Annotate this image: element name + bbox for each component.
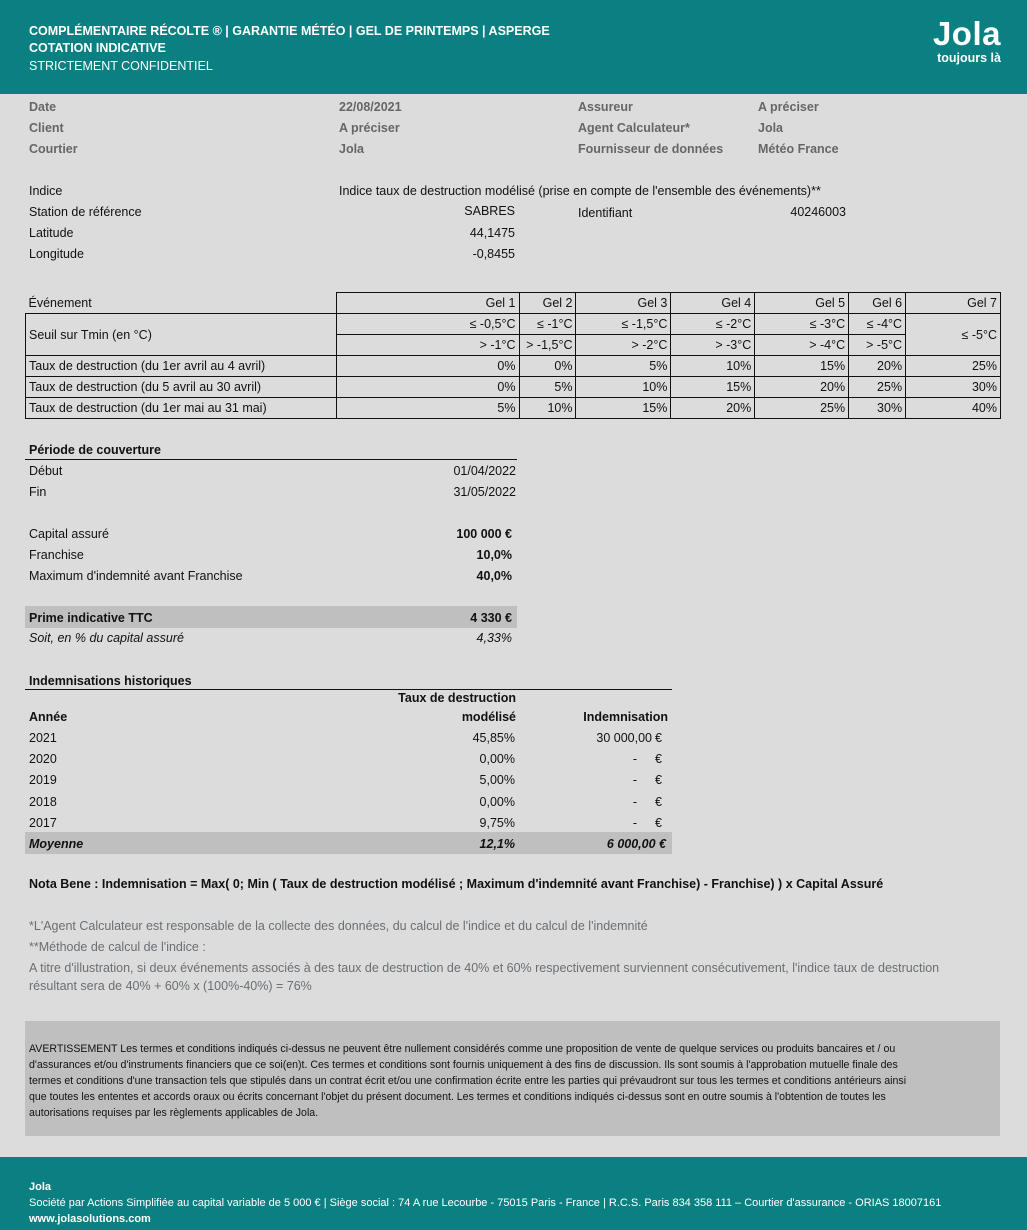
footer-legal: Société par Actions Simplifiée au capital variable de 5 000 € | Siège social : 74 A rue Lecourbe - 75015 Paris - France | R.C.S. Paris 834 358 111 – Courtier d'assurance - ORIAS 18007161 xyxy=(29,1197,942,1209)
logo-tagline: toujours là xyxy=(937,51,1001,65)
col-taux-line2: modélisé xyxy=(461,710,516,724)
latitude-label: Latitude xyxy=(29,226,74,240)
history-title: Indemnisations historiques xyxy=(29,674,192,688)
taux-row-label: Taux de destruction (du 1er mai au 31 mai) xyxy=(26,398,337,419)
history-amount: - xyxy=(632,752,637,766)
taux-cell: 25% xyxy=(849,377,906,398)
history-currency: € xyxy=(655,816,662,830)
history-year: 2017 xyxy=(29,816,57,830)
prime-value: 4 330 € xyxy=(470,611,512,625)
seuil-upper-cell: ≤ -1,5°C xyxy=(576,314,671,335)
identifiant-value: 40246003 xyxy=(790,205,846,219)
footer-website[interactable]: www.jolasolutions.com xyxy=(29,1213,151,1225)
taux-row xyxy=(26,377,1001,398)
seuil-lower-cell: > -3°C xyxy=(671,335,755,356)
warning-box xyxy=(25,1021,1000,1136)
average-label: Moyenne xyxy=(29,837,84,851)
taux-cell: 25% xyxy=(906,356,1001,377)
coverage-divider xyxy=(25,459,517,460)
history-currency: € xyxy=(655,773,662,787)
taux-row-label: Taux de destruction (du 5 avril au 30 avril) xyxy=(26,377,337,398)
capital-label: Capital assuré xyxy=(29,527,109,541)
taux-cell: 0% xyxy=(519,356,576,377)
history-divider xyxy=(25,689,672,690)
seuil-upper-cell: ≤ -1°C xyxy=(519,314,576,335)
prime-label: Prime indicative TTC xyxy=(29,611,153,625)
taux-cell: 15% xyxy=(576,398,671,419)
seuil-upper-cell: ≤ -2°C xyxy=(671,314,755,335)
seuil-lower-cell: > -1°C xyxy=(336,335,519,356)
history-year: 2019 xyxy=(29,773,57,787)
station-value: SABRES xyxy=(464,204,515,218)
taux-cell: 10% xyxy=(519,398,576,419)
identifiant-label: Identifiant xyxy=(578,206,633,220)
taux-cell: 5% xyxy=(336,398,519,419)
history-amount: - xyxy=(632,795,637,809)
warning-line: que toutes les ententes et accords oraux ou écrits concernant l'objet du présent document. Les termes et conditions indiqués ci-dessus sont en outre soumis à l'obtention de toutes les xyxy=(29,1091,886,1103)
assureur-label: Assureur xyxy=(578,100,633,114)
nota-bene: Nota Bene : Indemnisation = Max( 0; Min ( Taux de destruction modélisé ; Maximum d'indemnité avant Franchise) - Franchise) ) x Capital Assuré xyxy=(29,877,884,891)
page-header xyxy=(0,0,1027,94)
warning-line: AVERTISSEMENT Les termes et conditions indiqués ci-dessus ne peuvent être nullement considérés comme une proposition de vente de quelque services ou produits bancaires et / ou xyxy=(29,1043,896,1055)
date-label: Date xyxy=(29,100,57,114)
seuil-upper-cell: ≤ -3°C xyxy=(755,314,849,335)
indice-label: Indice xyxy=(29,184,63,198)
document-subtitle: COTATION INDICATIVE xyxy=(29,41,166,55)
seuil-last-cell: ≤ -5°C xyxy=(906,314,1001,356)
history-amount: - xyxy=(632,773,637,787)
station-label: Station de référence xyxy=(29,205,142,219)
agent-label: Agent Calculateur* xyxy=(578,121,690,135)
taux-cell: 20% xyxy=(849,356,906,377)
fournisseur-value: Météo France xyxy=(758,142,839,156)
franchise-value: 10,0% xyxy=(476,548,512,562)
taux-cell: 25% xyxy=(755,398,849,419)
taux-cell: 15% xyxy=(671,377,755,398)
logo-name: Jola xyxy=(932,15,1001,52)
taux-cell: 20% xyxy=(755,377,849,398)
history-amount: 30 000,00 xyxy=(596,731,652,745)
taux-cell: 30% xyxy=(906,377,1001,398)
soit-value: 4,33% xyxy=(476,631,512,645)
coverage-title: Période de couverture xyxy=(29,443,161,457)
taux-cell: 0% xyxy=(336,377,519,398)
seuil-lower-cell: > -2°C xyxy=(576,335,671,356)
courtier-label: Courtier xyxy=(29,142,78,156)
courtier-value: Jola xyxy=(339,142,365,156)
jola-logo xyxy=(933,16,1001,65)
method-title: **Méthode de calcul de l'indice : xyxy=(29,940,206,954)
taux-cell: 0% xyxy=(336,356,519,377)
history-currency: € xyxy=(655,795,662,809)
events-header-row xyxy=(26,293,1001,314)
event-col-header: Gel 1 xyxy=(336,293,519,314)
history-taux: 45,85% xyxy=(472,731,515,745)
longitude-label: Longitude xyxy=(29,247,84,261)
fin-value: 31/05/2022 xyxy=(453,485,516,499)
indice-value: Indice taux de destruction modélisé (prise en compte de l'ensemble des événements)** xyxy=(339,184,821,198)
warning-line: termes et conditions d'une transaction tels que stipulés dans un contrat écrit et/ou une confirmation écrite entre les parties qui prévaudront sur tous les termes et conditions antérieurs ainsi xyxy=(29,1075,907,1087)
average-taux: 12,1% xyxy=(479,837,515,851)
client-value: A préciser xyxy=(339,121,400,135)
events-table xyxy=(25,292,1001,419)
taux-cell: 10% xyxy=(576,377,671,398)
document-title: COMPLÉMENTAIRE RÉCOLTE ® | GARANTIE MÉTÉO | GEL DE PRINTEMPS | ASPERGE xyxy=(29,24,550,38)
event-col-header: Gel 3 xyxy=(576,293,671,314)
method-line1: A titre d'illustration, si deux événements associés à des taux de destruction de 40% et 60% respectivement surviennent consécutivement, l'indice taux de destruction xyxy=(29,961,940,975)
history-amount: - xyxy=(632,816,637,830)
agent-value: Jola xyxy=(758,121,784,135)
col-indemnisation: Indemnisation xyxy=(583,710,668,724)
event-col-header: Gel 6 xyxy=(849,293,906,314)
franchise-label: Franchise xyxy=(29,548,84,562)
max-indemnite-label: Maximum d'indemnité avant Franchise xyxy=(29,569,243,583)
latitude-value: 44,1475 xyxy=(469,226,515,240)
event-col-header: Gel 4 xyxy=(671,293,755,314)
history-taux: 0,00% xyxy=(479,752,515,766)
event-col-header: Gel 7 xyxy=(906,293,1001,314)
history-taux: 9,75% xyxy=(479,816,515,830)
taux-cell: 30% xyxy=(849,398,906,419)
seuil-lower-cell: > -4°C xyxy=(755,335,849,356)
taux-cell: 15% xyxy=(755,356,849,377)
history-year: 2020 xyxy=(29,752,57,766)
fournisseur-label: Fournisseur de données xyxy=(578,142,724,156)
warning-line: d'assurances et/ou d'instruments financiers que ce soi(en)t. Ces termes et conditions sont fournis uniquement à des fins de discussion. Ils sont soumis à l'approbation mutuelle finale des xyxy=(29,1059,898,1071)
taux-cell: 5% xyxy=(576,356,671,377)
longitude-value: -0,8455 xyxy=(472,247,515,261)
date-value: 22/08/2021 xyxy=(339,100,402,114)
taux-row xyxy=(26,356,1001,377)
history-year: 2021 xyxy=(29,731,57,745)
seuil-lower-cell: > -1,5°C xyxy=(519,335,576,356)
debut-value: 01/04/2022 xyxy=(453,464,516,478)
taux-cell: 5% xyxy=(519,377,576,398)
capital-value: 100 000 € xyxy=(456,527,512,541)
event-col-header: Gel 5 xyxy=(755,293,849,314)
soit-label: Soit, en % du capital assuré xyxy=(29,631,184,645)
warning-line: autorisations requises par les règlements applicables de Jola. xyxy=(29,1107,319,1119)
max-indemnite-value: 40,0% xyxy=(476,569,512,583)
event-col-header: Gel 2 xyxy=(519,293,576,314)
taux-row xyxy=(26,398,1001,419)
average-amount: 6 000,00 € xyxy=(606,837,666,851)
history-taux: 5,00% xyxy=(479,773,515,787)
footer-company: Jola xyxy=(29,1181,52,1193)
seuil-upper-cell: ≤ -0,5°C xyxy=(336,314,519,335)
seuil-upper-cell: ≤ -4°C xyxy=(849,314,906,335)
method-line2: résultant sera de 40% + 60% x (100%-40%) = 76% xyxy=(29,979,312,993)
assureur-value: A préciser xyxy=(758,100,819,114)
taux-cell: 40% xyxy=(906,398,1001,419)
debut-label: Début xyxy=(29,464,63,478)
history-currency: € xyxy=(655,731,662,745)
col-year: Année xyxy=(29,710,68,724)
seuil-lower-cell: > -5°C xyxy=(849,335,906,356)
taux-cell: 20% xyxy=(671,398,755,419)
history-currency: € xyxy=(655,752,662,766)
history-taux: 0,00% xyxy=(479,795,515,809)
page-footer xyxy=(0,1157,1027,1230)
fin-label: Fin xyxy=(29,485,47,499)
evenement-label: Événement xyxy=(26,293,337,314)
confidential-label: STRICTEMENT CONFIDENTIEL xyxy=(29,59,213,73)
client-label: Client xyxy=(29,121,64,135)
taux-row-label: Taux de destruction (du 1er avril au 4 avril) xyxy=(26,356,337,377)
history-year: 2018 xyxy=(29,795,57,809)
col-taux-line1: Taux de destruction xyxy=(398,691,516,705)
seuil-upper-row xyxy=(26,314,1001,335)
agent-note: *L'Agent Calculateur est responsable de la collecte des données, du calcul de l'indice et du calcul de l'indemnité xyxy=(29,919,648,933)
seuil-label: Seuil sur Tmin (en °C) xyxy=(26,314,337,356)
taux-cell: 10% xyxy=(671,356,755,377)
